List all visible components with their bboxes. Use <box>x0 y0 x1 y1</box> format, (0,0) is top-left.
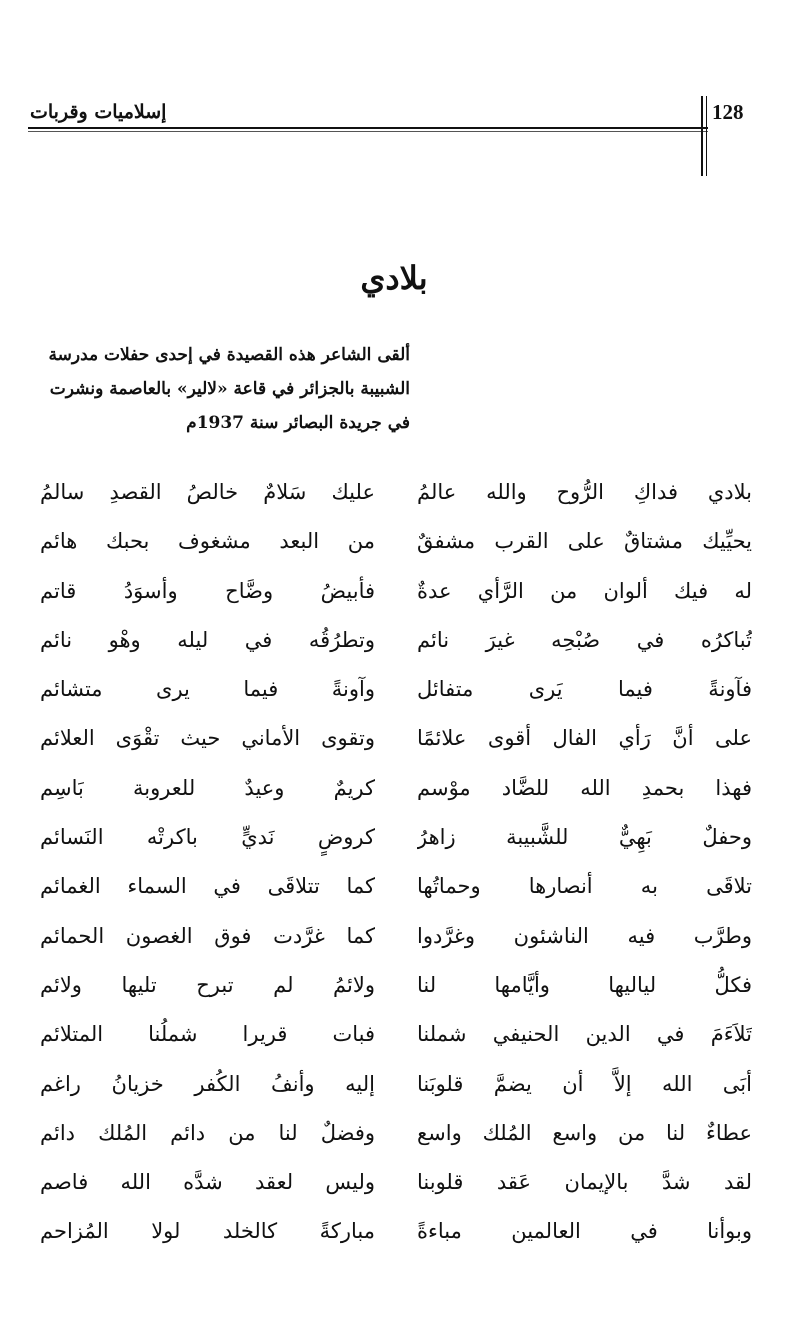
verse-second-hemistich: إليه وأنفُ الكُفر خزيانُ راغم <box>40 1071 375 1096</box>
verse-second-hemistich: من البعد مشغوف بحبك هائم <box>40 529 375 554</box>
verse-first-hemistich: تلاقَى به أنصارها وحماتُها <box>417 874 752 899</box>
verse-second-hemistich: مباركةً كالخلد لولا المُزاحم <box>40 1219 375 1244</box>
verse <box>40 1160 752 1209</box>
intro-line: ألقى الشاعر هذه القصيدة في إحدى حفلات مدرسة <box>48 345 410 365</box>
intro-line: في جريدة البصائر سنة 1937م <box>186 413 410 433</box>
verse-second-hemistich: ولائمُ لم تبرح تليها ولائم <box>40 972 375 997</box>
verse-second-hemistich: كروضٍ نَديٍّ باكرتْه النَسائم <box>40 825 375 850</box>
verse <box>40 519 752 568</box>
verse-first-hemistich: وحفلٌ بَهِيٌّ للشَّبيبة زاهرُ <box>417 825 752 850</box>
intro-line: الشبيبة بالجزائر في قاعة «لالير» بالعاصمة ونشرت <box>49 379 410 399</box>
verse-second-hemistich: وفضلٌ لنا من دائم المُلك دائم <box>40 1120 375 1145</box>
verse <box>40 667 752 716</box>
verse <box>40 914 752 963</box>
header-vertical-rule-thin <box>706 96 707 176</box>
verse-first-hemistich: على أنَّ رَأي الفال أقوى علائمًا <box>417 726 752 751</box>
header-rule <box>28 127 708 129</box>
verse-first-hemistich: لقد شدَّ بالإيمان عَقد قلوبنا <box>417 1170 752 1195</box>
verse <box>40 1209 752 1258</box>
verse <box>40 470 752 519</box>
verse-second-hemistich: كما تتلاقَى في السماء الغمائم <box>40 874 375 899</box>
verse-first-hemistich: أبَى الله إلاَّ أن يضمَّ قلوبَنا <box>417 1071 752 1096</box>
verse-second-hemistich: فأبيضُ وضَّاح وأسوَدُ قاتم <box>40 578 375 603</box>
verse-first-hemistich: تَلاَءَمَ في الدين الحنيفي شملنا <box>417 1022 752 1047</box>
poem-title: بلادي <box>360 259 428 297</box>
header-rule-thin <box>28 131 708 132</box>
verse <box>40 1111 752 1160</box>
verse-second-hemistich: فبات قريرا شملُنا المتلائم <box>40 1022 375 1047</box>
verse-first-hemistich: وطرَّب فيه الناشئون وغرَّدوا <box>417 923 752 948</box>
verse <box>40 618 752 667</box>
verse-second-hemistich: عليك سَلامٌ خالصُ القصدِ سالمُ <box>40 480 375 504</box>
poem-verses <box>40 470 752 1259</box>
running-header-title: إسلاميات وقربات <box>30 101 167 123</box>
verse <box>40 963 752 1012</box>
verse <box>40 1012 752 1061</box>
verse-first-hemistich: فكلُّ لياليها وأيَّامها لنا <box>417 972 752 997</box>
verse-first-hemistich: عطاءٌ لنا من واسع المُلك واسع <box>417 1120 752 1145</box>
verse <box>40 815 752 864</box>
verse <box>40 864 752 913</box>
verse-second-hemistich: وتقوى الأماني حيث تقْوَى العلائم <box>40 726 375 751</box>
verse-second-hemistich: وليس لعقد شدَّه الله فاصم <box>40 1170 375 1195</box>
verse <box>40 766 752 815</box>
verse-second-hemistich: وآونةً فيما يرى متشائم <box>40 677 375 702</box>
verse-first-hemistich: تُباكرُه في صُبْحِه غيرَ نائم <box>417 627 752 652</box>
poem-intro <box>40 338 410 440</box>
verse-second-hemistich: وتطرُقُه في ليله وهْو نائم <box>40 627 375 652</box>
verse-second-hemistich: كريمٌ وعيدٌ للعروبة بَاسِم <box>40 775 375 800</box>
verse-second-hemistich: كما غرَّدت فوق الغصون الحمائم <box>40 923 375 948</box>
verse-first-hemistich: بلادي فداكِ الرُّوح والله عالمُ <box>417 480 752 504</box>
verse-first-hemistich: فآونةً فيما يَرى متفائل <box>417 677 752 702</box>
verse <box>40 569 752 618</box>
verse <box>40 1062 752 1111</box>
header-vertical-rule <box>701 96 703 176</box>
verse <box>40 716 752 765</box>
verse-first-hemistich: فهذا بحمدِ الله للضَّاد موْسم <box>417 775 752 800</box>
page-number: 128 <box>712 100 744 124</box>
verse-first-hemistich: وبوأنا في العالمين مباءةً <box>417 1219 752 1244</box>
verse-first-hemistich: يحيِّيك مشتاقٌ على القرب مشفقٌ <box>417 529 752 554</box>
verse-first-hemistich: له فيك ألوان من الرَّأي عدةٌ <box>417 578 752 603</box>
